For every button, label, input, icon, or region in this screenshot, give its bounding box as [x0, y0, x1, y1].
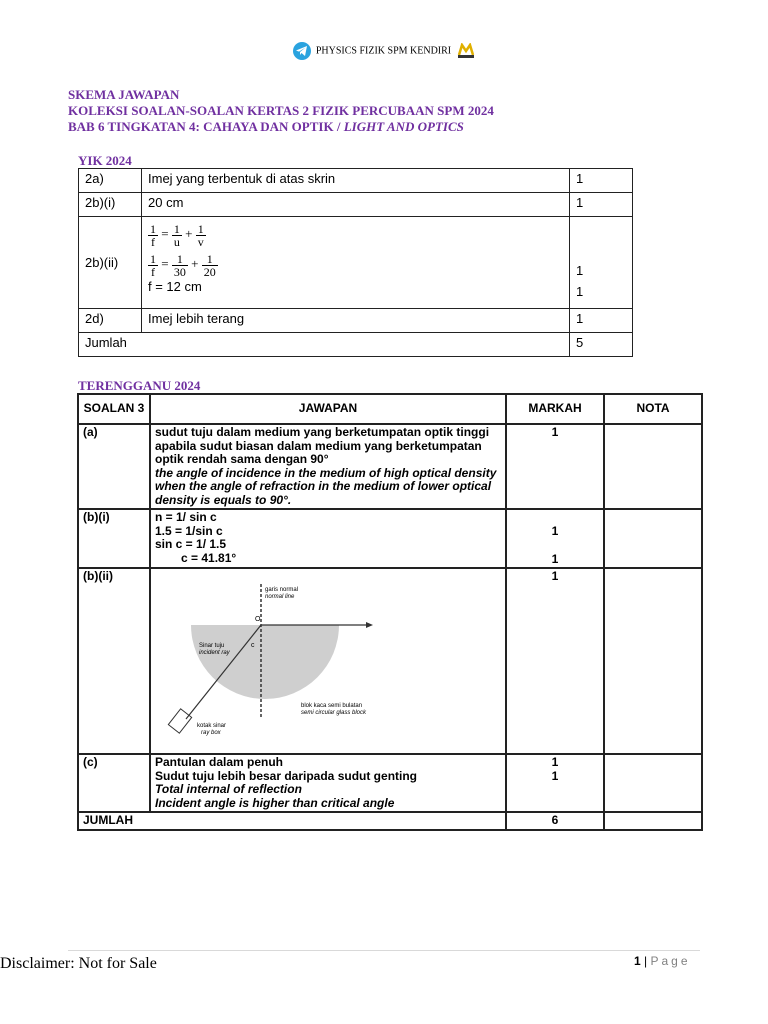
heading-skema: SKEMA JAWAPAN [68, 87, 180, 102]
header-title: PHYSICS FIZIK SPM KENDIRI [315, 45, 452, 57]
svg-text:kotak sinar: kotak sinar [197, 723, 227, 729]
svg-text:garis normal: garis normal [265, 587, 299, 593]
svg-text:incident ray: incident ray [199, 650, 230, 656]
heading-bab: BAB 6 TINGKATAN 4: CAHAYA DAN OPTIK / LIGHT AND OPTICS [68, 119, 464, 134]
lens-formula: $\frac{1}{f}$ = $\frac{1}{u}$ + $\frac{1}{v}$ $\frac{1}{f}$ = $\frac{1}{30}$ + $\frac{1}{20}$ f = 12 cm [142, 217, 570, 309]
section-title-terengganu: TERENGGANU 2024 [78, 378, 201, 393]
yik-table [78, 168, 633, 357]
table-row: Jumlah 5 [79, 333, 633, 357]
optics-diagram [150, 568, 506, 754]
page-header [0, 42, 768, 60]
svg-text:O: O [255, 616, 261, 623]
footer-divider [68, 950, 700, 951]
table-row: (c) Pantulan dalam penuh Sudut tuju lebih besar daripada sudut genting Total internal of reflection Incident angle is higher than critical angle 1 1 [78, 754, 702, 812]
table-row: 2a) Imej yang terbentuk di atas skrin 1 [79, 169, 633, 193]
table-row: 2d) Imej lebih terang 1 [79, 309, 633, 333]
page-number: 1 | Page [634, 954, 691, 968]
svg-text:c: c [251, 642, 255, 649]
table-header-row: SOALAN 3 JAWAPAN MARKAH NOTA [78, 394, 702, 424]
svg-text:normal line: normal line [265, 594, 295, 600]
table-row: (a) sudut tuju dalam medium yang berketumpatan optik tinggi apabila sudut biasan dalam medium yang berketumpatan optik rendah sama dengan 90° the angle of incidence in the medium of high optical density when the angle of refraction in the medium of lower optical density is equals to 90°. 1 [78, 424, 702, 509]
svg-text:Sinar tuju: Sinar tuju [199, 643, 225, 649]
table-row: JUMLAH 6 [78, 812, 702, 830]
svg-text:semi circular glass block: semi circular glass block [301, 710, 367, 716]
brand-logo-icon [457, 43, 475, 59]
terengganu-table [77, 393, 703, 831]
disclaimer: Disclaimer: Not for Sale [0, 955, 157, 972]
table-row: (b)(i) n = 1/ sin c 1.5 = 1/sin c sin c = 1/ 1.5 c = 41.81° 1 1 [78, 509, 702, 568]
table-row: (b)(ii) O c garis normal normal line Sinar tuju incident ray blok kaca semi bulatan semi circular glass block kotak sinar ray box 1 [78, 568, 702, 754]
table-row: 2b)(ii) $\frac{1}{f}$ = $\frac{1}{u}$ + $\frac{1}{v}$ $\frac{1}{f}$ = $\frac{1}{30}$ + $\frac{1}{20}$ f = 12 cm 1 1 [79, 217, 633, 309]
table-row: 2b)(i) 20 cm 1 [79, 193, 633, 217]
svg-text:blok kaca semi bulatan: blok kaca semi bulatan [301, 703, 363, 709]
section-title-yik: YIK 2024 [78, 153, 132, 168]
svg-text:ray box: ray box [201, 730, 221, 736]
heading-koleksi: KOLEKSI SOALAN-SOALAN KERTAS 2 FIZIK PERCUBAAN SPM 2024 [68, 103, 494, 118]
telegram-icon [293, 42, 311, 60]
